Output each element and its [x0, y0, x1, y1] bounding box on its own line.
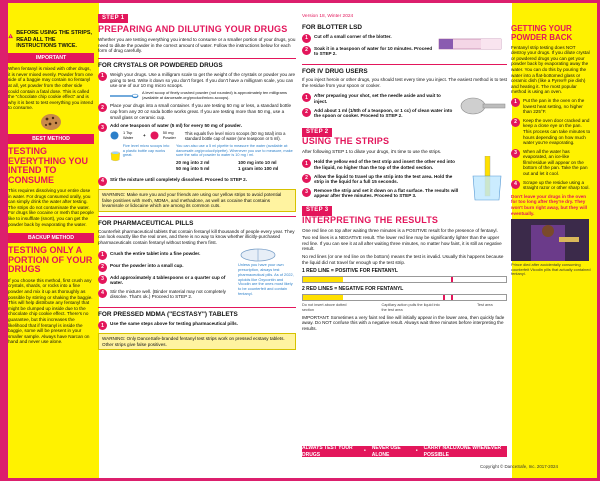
best-method-label: BEST METHOD [8, 134, 94, 144]
version-label: Version 18, Winter 2024 [302, 14, 354, 19]
negative-strip [302, 294, 507, 301]
spoon-icon [459, 90, 507, 120]
evap-step-2 [511, 118, 591, 146]
crystals-step-2-text: Place your drugs into a small container. If you are testing 50 mg or less, a standard bottle cap from any 20 oz soda bottle works great. If you are testing more than 50 mg, use a small glass or ceramic cup. [110, 103, 292, 120]
footer-banner [302, 446, 507, 457]
evap-step-3 [511, 149, 591, 177]
yellow-strip-warning: WARNING: Make sure you and your friends are using our yellow strips to avoid potential false positives with meth, MDMA, and methadone, as well as cocaine that contains levamisole or lidocaine which are among its common cuts. [98, 189, 296, 212]
strip-step-3 [302, 188, 463, 199]
pills-title: FOR PHARMACEUTICAL PILLS [98, 219, 194, 227]
iv-step-1-text: After preparing your shot, set the needle aside and wait to inject. [314, 93, 441, 104]
pills-step-1 [98, 251, 234, 260]
blotter-strip-icon [437, 31, 507, 59]
equivalence-text: This equals five level micro scoops (50 mg total) into a standard bottle cap of water (one teaspoon or 5 ml). [184, 130, 286, 141]
step1-title: PREPARING AND DILUTING YOUR DRUGS [98, 24, 288, 35]
pills-step-3 [98, 275, 234, 286]
pills-step-2-text: Pour the powder into a small cup. [110, 262, 184, 268]
step-number: 3 [98, 275, 107, 284]
blotter-step-2-text: Soak it in a teaspoon of water for 10 minutes. Proceed to STEP 2. [314, 45, 433, 57]
syringe-note: You can also use a 5 ml pipette to measure the water (available at: dancesafe.org/product/pipette). Whenever you use to measure, make sure the ratio of powder to water is 10 mg / ml. [176, 143, 293, 158]
step-number: 1 [98, 72, 107, 81]
step3-tag: STEP 3 [302, 206, 332, 215]
crystals-step-3-text: Add one teaspoon of water (5 ml) for every 50 mg of powder. [110, 123, 242, 129]
strip-step-1 [302, 159, 463, 170]
divider [98, 216, 296, 217]
ratio-cell: 100 mg into 10 ml [238, 159, 277, 165]
mdma-step-1-text: Use the same steps above for testing pharmaceutical pills. [110, 321, 238, 327]
step-number: 2 [302, 174, 311, 183]
step-number: 1 [511, 98, 520, 107]
step-number: 2 [98, 103, 107, 112]
footer-text-a: ALWAYS TEST YOUR DRUGS [302, 445, 353, 458]
scoop-caption: A level scoop of finely crushed powder (not rounded) is approximately ten milligrams (available at dancesafe.org/product/micro-scoops). [142, 89, 287, 100]
caption-dotted: Do not insert above dotted section [302, 303, 347, 313]
crystals-step-4 [98, 177, 296, 186]
result-positive-text: One red line on top after waiting three minutes is a POSITIVE result for the presence of fentanyl. [302, 227, 498, 233]
backup-method-label: BACKUP METHOD [8, 233, 94, 243]
ratio-table [176, 160, 296, 172]
tsp-label: 1 Tsp Water [123, 130, 134, 140]
divider [98, 307, 296, 308]
micro-scoop-icon [110, 92, 139, 100]
pills-step-4 [98, 289, 234, 300]
mg-label: 50 mg Powder [162, 130, 176, 140]
evap-step-3-text: When all the water has evaporated, an ice-like film/residue will appear on the bottom of the pan. Take the pan out and let it cool. [523, 148, 588, 177]
crystals-step-3 [98, 123, 296, 174]
plus-sign: + [143, 133, 146, 139]
prince-caption: Prince died after accidentally consuming counterfeit Vicodin pills that actually contained fentanyl. [511, 261, 591, 277]
strip-handle [303, 277, 343, 282]
caption-capillary: Capillary action pulls the liquid into the test area [381, 303, 440, 313]
evap-step-4 [511, 180, 591, 191]
iv-step-1 [302, 93, 455, 104]
test-line [443, 295, 445, 300]
best-method-text: This requires dissolving your entire dose in water. For drugs consumed orally, you can simply drink the water after testing. The strips do not contaminate the water. For drugs like cocaine or meth that people like to insufflate (snort), you can get the powder back by evaporating the water. [8, 187, 94, 227]
step1-column [98, 14, 296, 353]
step-number: 2 [98, 263, 107, 272]
bottle-cap-icon [110, 144, 121, 168]
iv-step-2 [302, 108, 455, 119]
mdma-step-1 [98, 321, 296, 330]
ratio-cell: 20 mg into 2 ml [176, 159, 210, 165]
step-number: 1 [302, 34, 311, 43]
svg-text:!: ! [10, 34, 12, 39]
strip-step-2 [302, 174, 463, 185]
caption-test-area: Test area [477, 303, 493, 308]
footer-text-b: NEVER USE ALONE [371, 445, 401, 458]
pills-note: Unless you have your own prescription, always test pharmaceutical pills. As of 2022, opioids like Oxycontin and Vicodin are the ones most likely to be counterfeit and contain fentanyl. [238, 262, 294, 296]
step-number: 3 [511, 149, 520, 158]
strip-step-3-text: Remove the strip and set it down on a flat surface. The results will appear after three minutes. Proceed to STEP 3. [314, 187, 459, 199]
blotter-step-2 [302, 46, 433, 57]
step-number: 2 [302, 46, 311, 55]
strip-in-cup-icon [467, 156, 507, 202]
footer-text-c: CARRY NALOXONE WHENEVER POSSIBLE [423, 445, 502, 458]
step-number: 1 [302, 93, 311, 102]
pill-icon [238, 248, 278, 262]
pills-step-2 [98, 263, 234, 272]
step-number: 4 [511, 180, 520, 189]
step3-title: INTERPRETING THE RESULTS [302, 214, 439, 225]
strips-column [302, 14, 507, 333]
divider [98, 58, 296, 59]
result-invalid-text: No red lines (or one red line on the bottom) means the test is invalid. Usually this happens because the liquid did not travel far enough up the test strip. [302, 254, 504, 265]
negative-label: 2 RED LINES = NEGATIVE FOR FENTANYL [302, 286, 404, 293]
evap-step-2-text: Keep the oven door cracked and keep a close eye on the pan. This process can take minutes to hours depending on how much water you're evaporating. [523, 117, 591, 146]
powder-back-intro: Fentanyl strip testing does NOT destroy your drugs. If you dilute crystal or powdered drugs you can get your powder back by evaporating away the water. You can do this by pouring the water into a flat-bottomed glass or ceramic dish (like a Pyrex® pie dish) and heating it. The most popular method is using an oven. [511, 44, 590, 95]
step2-intro: After following STEP 1 to dilute your drugs, it's time to use the strips. [302, 148, 442, 154]
pills-step-3-text: Add approximately 4 tablespoons or a quarter cup of water. [110, 274, 226, 286]
control-line [451, 295, 453, 300]
powder-icon [150, 131, 159, 140]
blotter-step-1 [302, 34, 433, 43]
step1-intro: Whether you are testing everything you intend to consume or a smaller portion of your drugs, you need to dilute the powder in the correct amount of water. Follow the instructions below for each form of drug carefully. [98, 37, 296, 54]
control-line [451, 277, 453, 282]
footer-separator: • [364, 448, 366, 455]
result-negative-text: Two red lines is a NEGATIVE result. The lower red line may be significantly lighter than the upper red line. If you can see it at all after waiting three minutes, no matter how faint, it is still as negative result. [302, 235, 502, 252]
best-method-title: TESTING EVERYTHING YOU INTEND TO CONSUME [8, 146, 89, 185]
footer-separator: • [415, 448, 418, 455]
ratio-cell: 50 mg into 5 ml [176, 166, 210, 172]
pills-intro: Counterfeit pharmaceutical tablets that contain fentanyl kill thousands of people every year. They can look exactly like the real ones, and there is no way to know whether illicitly-purchased pharmaceuticals contain fentanyl without testing them first. [98, 228, 295, 246]
blotter-step-1-text: Cut off a small corner of the blotter. [314, 33, 392, 39]
positive-label: 1 RED LINE = POSITIVE FOR FENTANYL [302, 268, 398, 275]
strip-step-2-text: Allow the liquid to travel up the strip into the test area. Hold the strip in the liquid for a full 15 seconds. [314, 173, 453, 185]
evap-step-1 [511, 98, 591, 115]
step-number: 1 [98, 251, 107, 260]
step-number: 3 [98, 123, 107, 132]
divider [302, 64, 507, 65]
strip-step-1-text: Hold the yellow end of the test strip and insert the other end into the liquid, no higher than the top of the dotted section. [314, 159, 455, 171]
crystals-step-4-text: Stir the mixture until completely dissolved. Proceed to STEP 2. [110, 177, 247, 183]
copyright: Copyright © DanceSafe, Inc. 2017-2024 [480, 464, 558, 469]
right-column [511, 25, 591, 277]
important-note: IMPORTANT: Sometimes a very faint red line will initially appear in the lower area, then quickly fade away. Do NOT confuse this with a negative result. Always wait three minutes before interpreting the results. [302, 314, 505, 331]
left-column [8, 30, 94, 347]
step-number: 2 [302, 108, 311, 117]
step-number: 1 [302, 159, 311, 168]
pills-step-1-text: Crush the entire tablet into a fine powder. [110, 250, 201, 256]
evap-step-1-text: Put the pan in the oven on the lowest heat setting, no higher than 225°F. [523, 97, 585, 115]
step-number: 4 [98, 177, 107, 186]
step-number: 4 [98, 289, 107, 298]
iv-title: FOR IV DRUG USERS [302, 68, 368, 76]
crystals-step-2 [98, 103, 296, 120]
intro-text: BEFORE USING THE STRIPS, READ ALL THE INSTRUCTIONS TWICE. [16, 30, 92, 50]
iv-step-2-text: Add about 1 ml (1/5th of a teaspoon, or 1 cc) of clean water into the spoon or cooker. Proceed to STEP 2. [314, 107, 453, 119]
mdma-title: FOR PRESSED MDMA ("ECSTASY") TABLETS [98, 311, 238, 319]
step-number: 3 [302, 188, 311, 197]
crystals-title: FOR CRYSTALS OR POWDERED DRUGS [98, 61, 223, 69]
step-number: 2 [511, 118, 520, 127]
blotter-title: FOR BLOTTER LSD [302, 23, 362, 31]
powder-back-title: GETTING YOUR POWDER BACK [511, 24, 573, 42]
cookie-icon [8, 113, 94, 131]
strip-handle [303, 295, 343, 300]
backup-method-title: TESTING ONLY A PORTION OF YOUR DRUGS [8, 245, 93, 275]
mdma-warning: WARNING: Only DanceSafe-branded fentanyl test strips work on pressed ecstasy tablets. Other strips give false positives. [98, 333, 296, 350]
step2-title: USING THE STRIPS [302, 136, 390, 146]
prince-photo [511, 219, 589, 261]
oven-warning: Don't leave your drugs in the oven for too long after they're dry. They won't burn right away, but they will eventually. [511, 193, 588, 216]
step-number: 1 [98, 321, 107, 330]
backup-method-text: If you choose this method, first crush any crystals, shards, or rocks into a fine powder and mix it up as thoroughly as possible by stirring or shaking the baggie. This will help distribute any fentanyl that might be clumped up inside due to the chocolate chip cookie effect. There's no guarantee, but this increases the likelihood that if fentanyl is inside the baggie, some will be present in your smaller sample. Always have Narcan on hand and never use alone. [8, 277, 93, 345]
positive-strip [302, 276, 507, 283]
warning-icon [8, 30, 13, 42]
crystals-step-1-text: Weigh your drugs. Use a milligram scale to get the weight of the crystals or powder you are going to test. Write it down so you don't forget. If you don't have a milligram scale, you can use one of our 10 mg micro scoops. [110, 72, 296, 89]
important-text: When fentanyl is mixed with other drugs, it is never mixed evenly. Powder from one side of a baggie may contain no fentanyl at all, yet powder from the other side could contain a fatal dose. This is called the "chocolate chip cookie effect" and is why it is best to test everything you intend to consume. [8, 66, 94, 111]
iv-intro: If you inject heroin or other drugs, you should test every time you inject. The easiest method is to test the residue from your spoon or cooker. [302, 77, 507, 88]
pills-step-4-text: Stir the mixture well. (Binder material may not completely dissolve. That's ok.) Proceed to STEP 2. [110, 288, 226, 300]
crystals-step-1 [98, 72, 296, 100]
scoop-note: Five level micro scoops into a plastic bottle cap works great. [122, 143, 170, 158]
water-drop-icon [110, 131, 119, 140]
evap-step-4-text: Scrape up the residue using a straight razor or other sharp tool. [523, 179, 590, 191]
ratio-cell: 1 gram into 100 ml [238, 166, 279, 172]
step2-tag: STEP 2 [302, 128, 332, 137]
step1-tag: STEP 1 [98, 14, 128, 23]
important-label: IMPORTANT [8, 53, 94, 63]
